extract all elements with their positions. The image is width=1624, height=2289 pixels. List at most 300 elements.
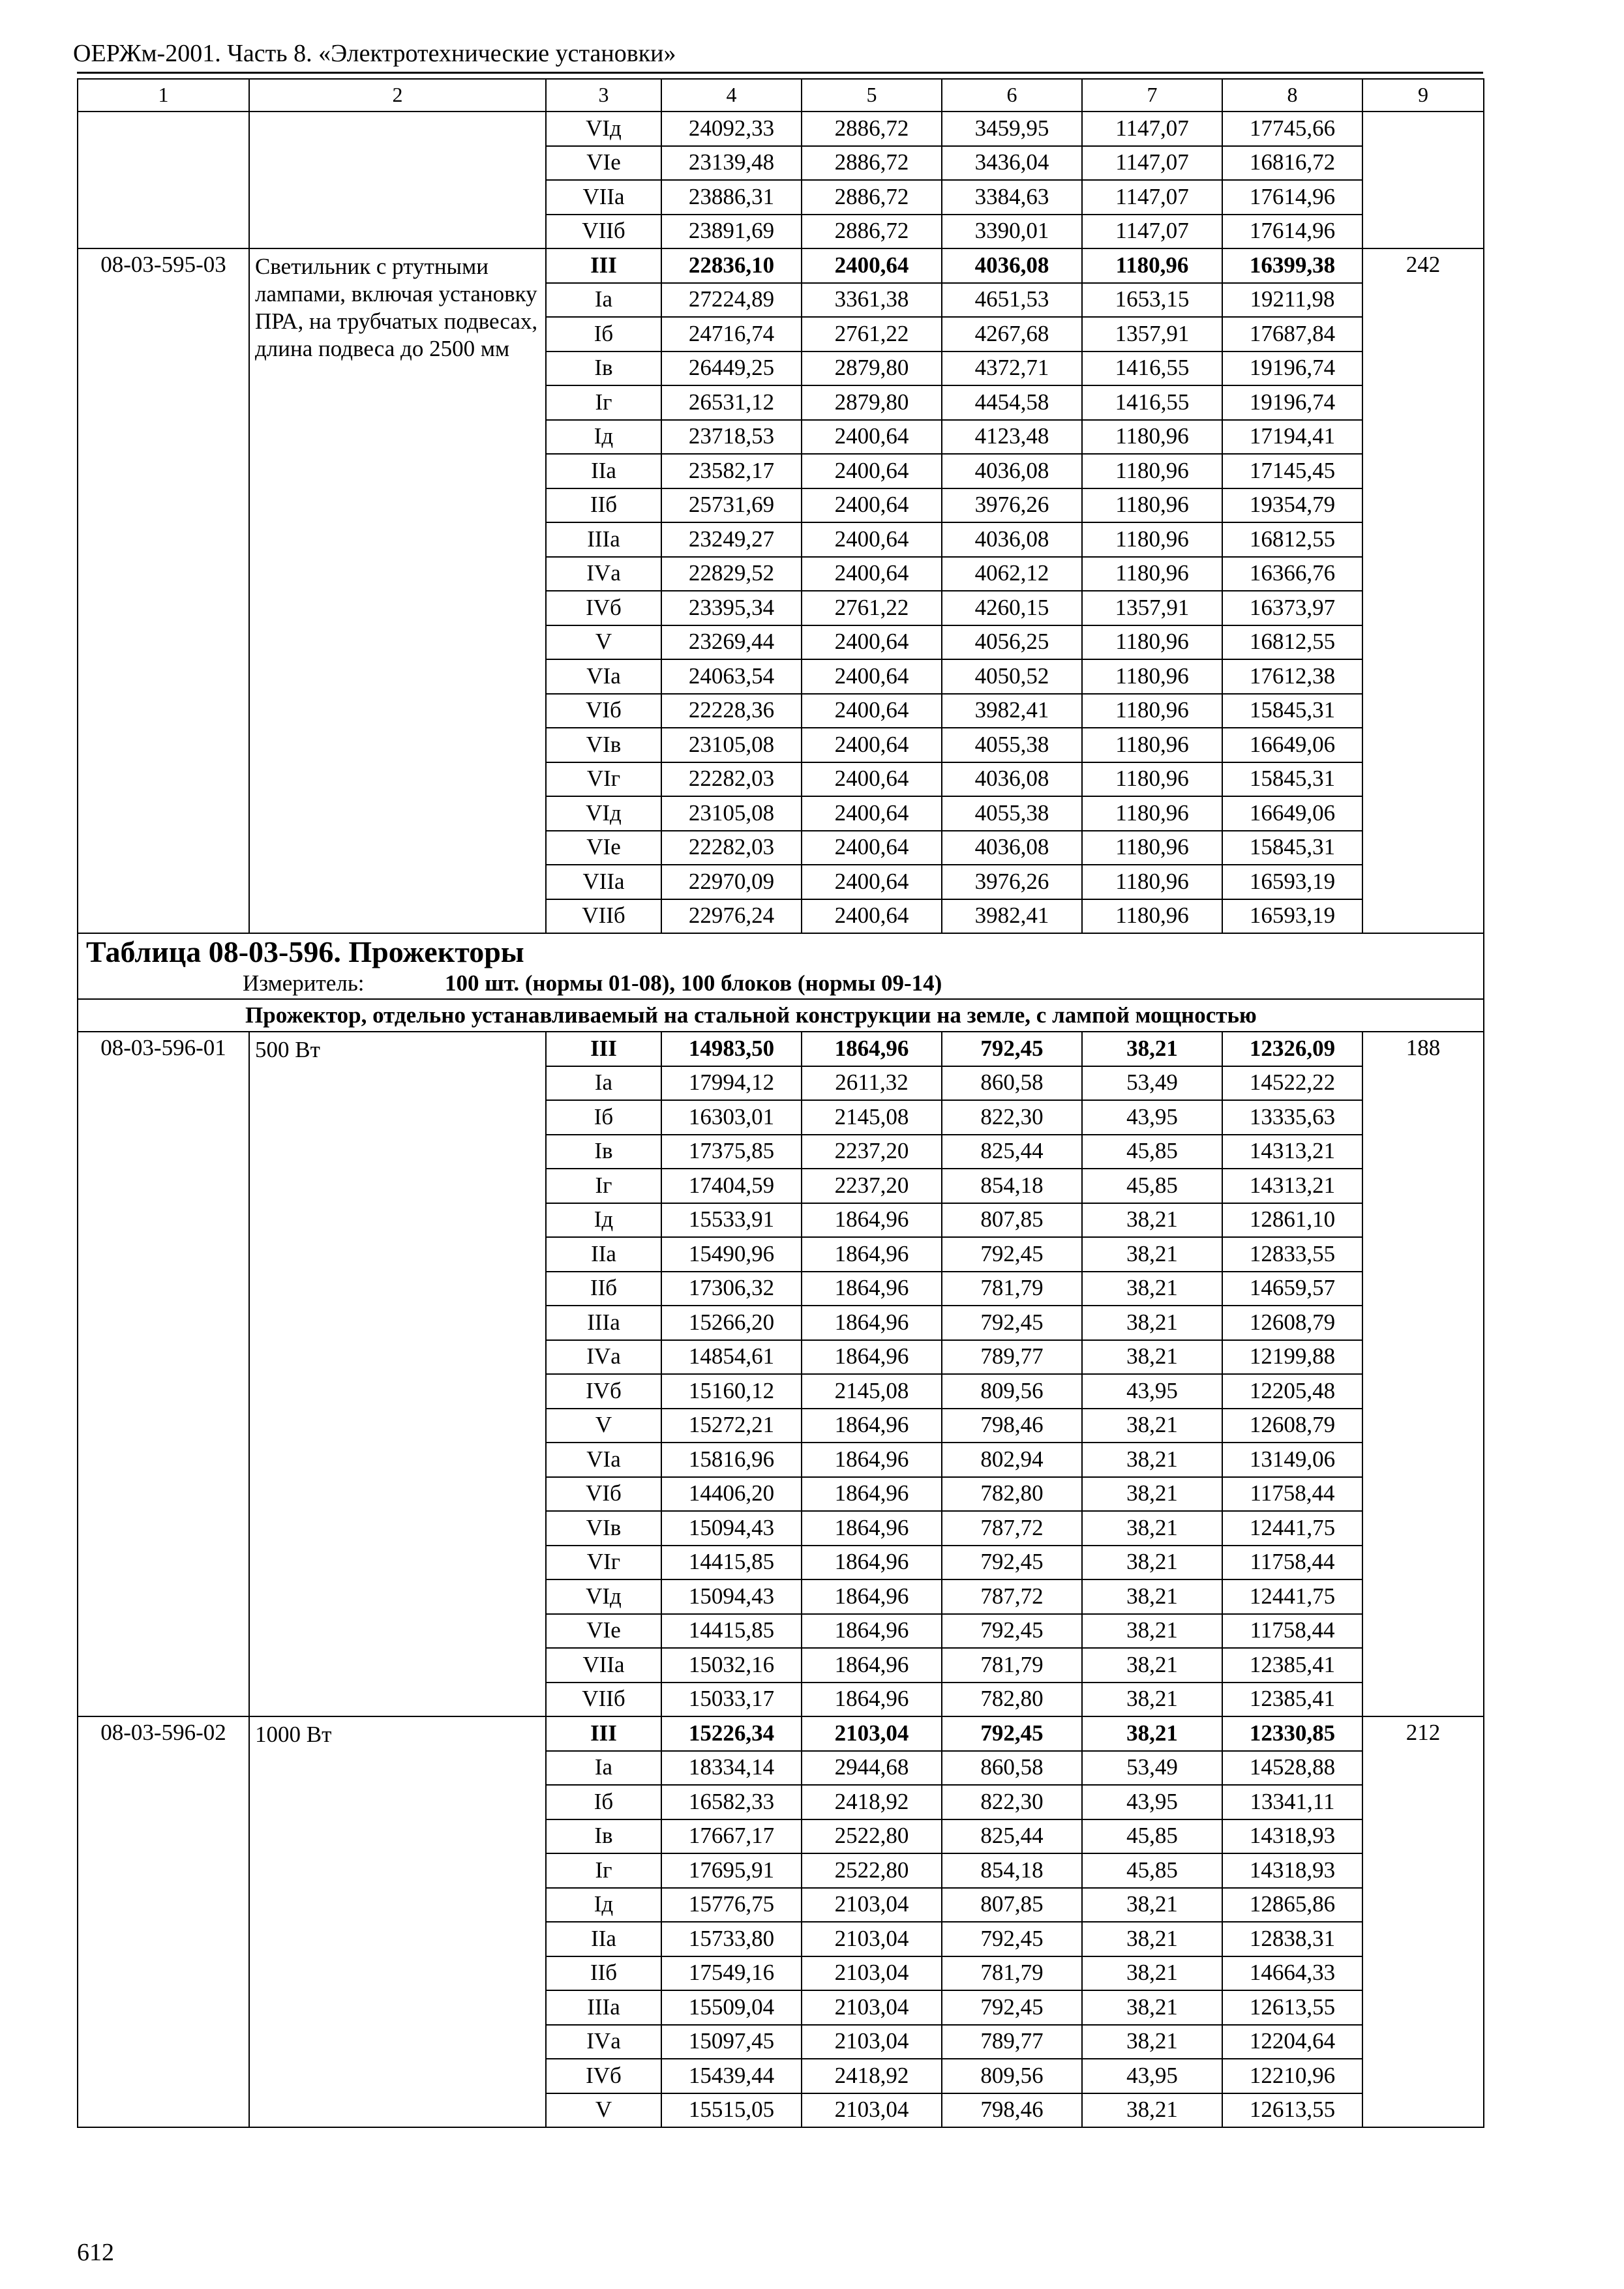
machines-cell: 781,79	[942, 1272, 1082, 1306]
direct-costs-cell: 15439,44	[661, 2059, 802, 2093]
direct-costs-cell: 14983,50	[661, 1032, 802, 1066]
name-cell	[249, 112, 546, 248]
zone-cell: IIб	[546, 1956, 661, 1991]
labor-cell: 188	[1362, 1032, 1484, 1716]
column-number: 7	[1082, 79, 1222, 112]
machinists-wages-cell: 43,95	[1082, 2059, 1222, 2093]
machines-cell: 782,80	[942, 1683, 1082, 1717]
materials-cell: 16649,06	[1222, 796, 1362, 831]
zone-cell: VIб	[546, 1477, 661, 1512]
machines-cell: 4372,71	[942, 352, 1082, 386]
machinists-wages-cell: 38,21	[1082, 1306, 1222, 1340]
direct-costs-cell: 23395,34	[661, 591, 802, 625]
machinists-wages-cell: 1180,96	[1082, 831, 1222, 865]
materials-cell: 17687,84	[1222, 317, 1362, 352]
materials-cell: 12441,75	[1222, 1511, 1362, 1546]
column-number: 9	[1362, 79, 1484, 112]
materials-cell: 12833,55	[1222, 1237, 1362, 1272]
direct-costs-cell: 22829,52	[661, 557, 802, 591]
machines-cell: 781,79	[942, 1648, 1082, 1683]
materials-cell: 19211,98	[1222, 283, 1362, 318]
direct-costs-cell: 27224,89	[661, 283, 802, 318]
materials-cell: 14522,22	[1222, 1066, 1362, 1101]
zone-cell: IVб	[546, 1374, 661, 1409]
wages-cell: 1864,96	[802, 1306, 942, 1340]
materials-cell: 12199,88	[1222, 1340, 1362, 1375]
materials-cell: 17614,96	[1222, 215, 1362, 249]
machines-cell: 792,45	[942, 1922, 1082, 1956]
materials-cell: 17745,66	[1222, 112, 1362, 146]
zone-cell: IIб	[546, 1272, 661, 1306]
zone-cell: Iв	[546, 352, 661, 386]
meter-value: 100 шт. (нормы 01-08), 100 блоков (нормы 09-14)	[445, 970, 942, 996]
wages-cell: 2522,80	[802, 1853, 942, 1888]
machinists-wages-cell: 38,21	[1082, 1990, 1222, 2025]
direct-costs-cell: 23139,48	[661, 146, 802, 181]
machinists-wages-cell: 38,21	[1082, 1648, 1222, 1683]
machines-cell: 860,58	[942, 1751, 1082, 1786]
materials-cell: 12330,85	[1222, 1716, 1362, 1751]
direct-costs-cell: 16582,33	[661, 1785, 802, 1819]
materials-cell: 14318,93	[1222, 1819, 1362, 1854]
machinists-wages-cell: 1357,91	[1082, 591, 1222, 625]
direct-costs-cell: 14406,20	[661, 1477, 802, 1512]
wages-cell: 2418,92	[802, 2059, 942, 2093]
zone-cell: VIа	[546, 1443, 661, 1477]
machines-cell: 4036,08	[942, 762, 1082, 797]
materials-cell: 17145,45	[1222, 454, 1362, 488]
zone-cell: III	[546, 1716, 661, 1751]
wages-cell: 1864,96	[802, 1579, 942, 1614]
zone-cell: V	[546, 625, 661, 660]
machinists-wages-cell: 38,21	[1082, 1956, 1222, 1991]
materials-cell: 16816,72	[1222, 146, 1362, 181]
machinists-wages-cell: 1180,96	[1082, 454, 1222, 488]
column-number: 2	[249, 79, 546, 112]
machinists-wages-cell: 1180,96	[1082, 899, 1222, 934]
wages-cell: 2522,80	[802, 1819, 942, 1854]
direct-costs-cell: 15160,12	[661, 1374, 802, 1409]
zone-cell: Iд	[546, 420, 661, 455]
machines-cell: 4036,08	[942, 831, 1082, 865]
column-number-row	[78, 79, 1484, 112]
machines-cell: 782,80	[942, 1477, 1082, 1512]
machines-cell: 4036,08	[942, 454, 1082, 488]
materials-cell: 16593,19	[1222, 899, 1362, 934]
wages-cell: 2103,04	[802, 1956, 942, 1991]
wages-cell: 1864,96	[802, 1272, 942, 1306]
direct-costs-cell: 17667,17	[661, 1819, 802, 1854]
machines-cell: 807,85	[942, 1203, 1082, 1238]
direct-costs-cell: 17549,16	[661, 1956, 802, 1991]
labor-cell: 242	[1362, 248, 1484, 933]
direct-costs-cell: 15816,96	[661, 1443, 802, 1477]
direct-costs-cell: 25731,69	[661, 488, 802, 523]
column-number: 8	[1222, 79, 1362, 112]
wages-cell: 2400,64	[802, 248, 942, 283]
page-number: 612	[77, 2239, 114, 2266]
zone-cell: VIв	[546, 1511, 661, 1546]
zone-cell: IIб	[546, 488, 661, 523]
wages-cell: 2400,64	[802, 796, 942, 831]
machinists-wages-cell: 1180,96	[1082, 762, 1222, 797]
zone-cell: IIIа	[546, 1306, 661, 1340]
table-title: Таблица 08-03-596. Прожекторы	[86, 935, 524, 968]
norm-name-cell: Светильник с ртутными лампами, включая установку ПРА, на трубчатых подвесах, длина подвеса до 2500 мм	[249, 248, 546, 933]
machinists-wages-cell: 45,85	[1082, 1853, 1222, 1888]
machinists-wages-cell: 1180,96	[1082, 865, 1222, 899]
table-caption	[78, 933, 1484, 999]
direct-costs-cell: 15533,91	[661, 1203, 802, 1238]
wages-cell: 2886,72	[802, 180, 942, 215]
zone-cell: VIг	[546, 1546, 661, 1580]
machinists-wages-cell: 38,21	[1082, 1443, 1222, 1477]
direct-costs-cell: 17306,32	[661, 1272, 802, 1306]
machines-cell: 809,56	[942, 1374, 1082, 1409]
machinists-wages-cell: 1180,96	[1082, 488, 1222, 523]
machines-cell: 860,58	[942, 1066, 1082, 1101]
machines-cell: 792,45	[942, 1716, 1082, 1751]
direct-costs-cell: 22282,03	[661, 762, 802, 797]
machinists-wages-cell: 1416,55	[1082, 385, 1222, 420]
machinists-wages-cell: 38,21	[1082, 1546, 1222, 1580]
machinists-wages-cell: 1180,96	[1082, 557, 1222, 591]
direct-costs-cell: 23891,69	[661, 215, 802, 249]
zone-cell: VIе	[546, 831, 661, 865]
machines-cell: 4056,25	[942, 625, 1082, 660]
machinists-wages-cell: 45,85	[1082, 1169, 1222, 1203]
direct-costs-cell: 23249,27	[661, 522, 802, 557]
machinists-wages-cell: 38,21	[1082, 1922, 1222, 1956]
machinists-wages-cell: 43,95	[1082, 1374, 1222, 1409]
table-subtitle: Прожектор, отдельно устанавливаемый на стальной конструкции на земле, с лампой мощностью	[78, 999, 1484, 1032]
zone-cell: IIа	[546, 1237, 661, 1272]
machines-cell: 789,77	[942, 2025, 1082, 2059]
machinists-wages-cell: 53,49	[1082, 1751, 1222, 1786]
machinists-wages-cell: 1180,96	[1082, 248, 1222, 283]
machinists-wages-cell: 1147,07	[1082, 112, 1222, 146]
materials-cell: 19196,74	[1222, 385, 1362, 420]
materials-cell: 16649,06	[1222, 728, 1362, 762]
zone-cell: Iб	[546, 317, 661, 352]
direct-costs-cell: 22836,10	[661, 248, 802, 283]
materials-cell: 12326,09	[1222, 1032, 1362, 1066]
zone-cell: VIд	[546, 112, 661, 146]
machinists-wages-cell: 1653,15	[1082, 283, 1222, 318]
materials-cell: 12608,79	[1222, 1409, 1362, 1443]
machinists-wages-cell: 45,85	[1082, 1135, 1222, 1169]
zone-cell: VIе	[546, 1614, 661, 1649]
zone-cell: Iд	[546, 1888, 661, 1922]
zone-cell: IVа	[546, 1340, 661, 1375]
machines-cell: 4123,48	[942, 420, 1082, 455]
machines-cell: 4260,15	[942, 591, 1082, 625]
wages-cell: 2400,64	[802, 454, 942, 488]
machines-cell: 787,72	[942, 1511, 1082, 1546]
materials-cell: 17612,38	[1222, 659, 1362, 694]
wages-cell: 2103,04	[802, 1990, 942, 2025]
machinists-wages-cell: 43,95	[1082, 1100, 1222, 1135]
zone-cell: VIIа	[546, 865, 661, 899]
wages-cell: 2103,04	[802, 1922, 942, 1956]
machines-cell: 807,85	[942, 1888, 1082, 1922]
materials-cell: 17194,41	[1222, 420, 1362, 455]
wages-cell: 2879,80	[802, 385, 942, 420]
direct-costs-cell: 23886,31	[661, 180, 802, 215]
machinists-wages-cell: 38,21	[1082, 1888, 1222, 1922]
direct-costs-cell: 14415,85	[661, 1546, 802, 1580]
machinists-wages-cell: 45,85	[1082, 1819, 1222, 1854]
direct-costs-cell: 15032,16	[661, 1648, 802, 1683]
materials-cell: 19354,79	[1222, 488, 1362, 523]
wages-cell: 2400,64	[802, 522, 942, 557]
wages-cell: 2400,64	[802, 694, 942, 728]
machinists-wages-cell: 1180,96	[1082, 796, 1222, 831]
zone-cell: VIв	[546, 728, 661, 762]
zone-cell: Iг	[546, 1853, 661, 1888]
machines-cell: 792,45	[942, 1237, 1082, 1272]
machinists-wages-cell: 1416,55	[1082, 352, 1222, 386]
materials-cell: 16812,55	[1222, 522, 1362, 557]
wages-cell: 1864,96	[802, 1614, 942, 1649]
direct-costs-cell: 17375,85	[661, 1135, 802, 1169]
direct-costs-cell: 22228,36	[661, 694, 802, 728]
direct-costs-cell: 23718,53	[661, 420, 802, 455]
zone-cell: IVб	[546, 591, 661, 625]
norm-name-cell: 1000 Вт	[249, 1716, 546, 2127]
machines-cell: 822,30	[942, 1785, 1082, 1819]
materials-cell: 16812,55	[1222, 625, 1362, 660]
direct-costs-cell: 15733,80	[661, 1922, 802, 1956]
subtitle-row	[78, 999, 1484, 1032]
wages-cell: 2400,64	[802, 899, 942, 934]
direct-costs-cell: 15094,43	[661, 1511, 802, 1546]
machines-cell: 4036,08	[942, 248, 1082, 283]
labor-cell: 212	[1362, 1716, 1484, 2127]
direct-costs-cell: 15272,21	[661, 1409, 802, 1443]
materials-cell: 13341,11	[1222, 1785, 1362, 1819]
zone-cell: Iа	[546, 283, 661, 318]
direct-costs-cell: 15509,04	[661, 1990, 802, 2025]
direct-costs-cell: 24063,54	[661, 659, 802, 694]
machinists-wages-cell: 38,21	[1082, 1477, 1222, 1512]
machines-cell: 3976,26	[942, 488, 1082, 523]
wages-cell: 2761,22	[802, 317, 942, 352]
machinists-wages-cell: 1147,07	[1082, 146, 1222, 181]
machines-cell: 854,18	[942, 1853, 1082, 1888]
wages-cell: 2400,64	[802, 762, 942, 797]
machines-cell: 4055,38	[942, 796, 1082, 831]
machinists-wages-cell: 38,21	[1082, 1203, 1222, 1238]
wages-cell: 3361,38	[802, 283, 942, 318]
zone-cell: VIIб	[546, 899, 661, 934]
wages-cell: 1864,96	[802, 1546, 942, 1580]
zone-cell: VIд	[546, 796, 661, 831]
zone-cell: III	[546, 1032, 661, 1066]
wages-cell: 2418,92	[802, 1785, 942, 1819]
materials-cell: 15845,31	[1222, 831, 1362, 865]
wages-cell: 1864,96	[802, 1340, 942, 1375]
wages-cell: 2761,22	[802, 591, 942, 625]
direct-costs-cell: 14854,61	[661, 1340, 802, 1375]
materials-cell: 11758,44	[1222, 1546, 1362, 1580]
materials-cell: 16399,38	[1222, 248, 1362, 283]
wages-cell: 2400,64	[802, 659, 942, 694]
materials-cell: 17614,96	[1222, 180, 1362, 215]
machines-cell: 798,46	[942, 1409, 1082, 1443]
column-number: 1	[78, 79, 249, 112]
zone-cell: Iг	[546, 1169, 661, 1203]
machinists-wages-cell: 38,21	[1082, 1272, 1222, 1306]
zone-cell: IIIа	[546, 522, 661, 557]
zone-cell: Iв	[546, 1135, 661, 1169]
wages-cell: 1864,96	[802, 1237, 942, 1272]
materials-cell: 15845,31	[1222, 762, 1362, 797]
wages-cell: 2400,64	[802, 420, 942, 455]
machinists-wages-cell: 38,21	[1082, 1579, 1222, 1614]
materials-cell: 14313,21	[1222, 1169, 1362, 1203]
machinists-wages-cell: 38,21	[1082, 1614, 1222, 1649]
code-cell	[78, 112, 249, 248]
direct-costs-cell: 15776,75	[661, 1888, 802, 1922]
machines-cell: 3982,41	[942, 899, 1082, 934]
zone-cell: VIIб	[546, 215, 661, 249]
materials-cell: 12861,10	[1222, 1203, 1362, 1238]
direct-costs-cell: 15490,96	[661, 1237, 802, 1272]
machinists-wages-cell: 38,21	[1082, 1409, 1222, 1443]
wages-cell: 1864,96	[802, 1443, 942, 1477]
wages-cell: 2400,64	[802, 865, 942, 899]
norm-code-cell: 08-03-596-02	[78, 1716, 249, 2127]
materials-cell: 14318,93	[1222, 1853, 1362, 1888]
machines-cell: 798,46	[942, 2093, 1082, 2128]
materials-cell: 13335,63	[1222, 1100, 1362, 1135]
direct-costs-cell: 15033,17	[661, 1683, 802, 1717]
wages-cell: 2400,64	[802, 557, 942, 591]
table-row	[78, 112, 1484, 146]
zone-cell: Iа	[546, 1751, 661, 1786]
machinists-wages-cell: 1180,96	[1082, 420, 1222, 455]
direct-costs-cell: 23582,17	[661, 454, 802, 488]
wages-cell: 2886,72	[802, 112, 942, 146]
zone-cell: Iг	[546, 385, 661, 420]
zone-cell: VIд	[546, 1579, 661, 1614]
wages-cell: 2886,72	[802, 146, 942, 181]
wages-cell: 1864,96	[802, 1511, 942, 1546]
zone-cell: Iв	[546, 1819, 661, 1854]
materials-cell: 12204,64	[1222, 2025, 1362, 2059]
materials-cell: 12865,86	[1222, 1888, 1362, 1922]
direct-costs-cell: 17404,59	[661, 1169, 802, 1203]
machines-cell: 4454,58	[942, 385, 1082, 420]
wages-cell: 1864,96	[802, 1648, 942, 1683]
table-caption-row	[78, 933, 1484, 999]
machinists-wages-cell: 38,21	[1082, 1032, 1222, 1066]
running-header: ОЕРЖм-2001. Часть 8. «Электротехнические установки»	[73, 40, 676, 67]
direct-costs-cell: 24716,74	[661, 317, 802, 352]
machines-cell: 3982,41	[942, 694, 1082, 728]
zone-cell: VIг	[546, 762, 661, 797]
wages-cell: 2237,20	[802, 1135, 942, 1169]
direct-costs-cell: 24092,33	[661, 112, 802, 146]
zone-cell: IIIа	[546, 1990, 661, 2025]
direct-costs-cell: 26531,12	[661, 385, 802, 420]
materials-cell: 12210,96	[1222, 2059, 1362, 2093]
direct-costs-cell: 22970,09	[661, 865, 802, 899]
column-number: 5	[802, 79, 942, 112]
materials-cell: 13149,06	[1222, 1443, 1362, 1477]
wages-cell: 2400,64	[802, 625, 942, 660]
materials-cell: 12613,55	[1222, 2093, 1362, 2128]
machinists-wages-cell: 38,21	[1082, 1683, 1222, 1717]
zone-cell: Iа	[546, 1066, 661, 1101]
materials-cell: 14528,88	[1222, 1751, 1362, 1786]
materials-cell: 15845,31	[1222, 694, 1362, 728]
machines-cell: 792,45	[942, 1306, 1082, 1340]
machinists-wages-cell: 38,21	[1082, 1237, 1222, 1272]
direct-costs-cell: 26449,25	[661, 352, 802, 386]
direct-costs-cell: 16303,01	[661, 1100, 802, 1135]
machinists-wages-cell: 1357,91	[1082, 317, 1222, 352]
wages-cell: 2103,04	[802, 1888, 942, 1922]
materials-cell: 12613,55	[1222, 1990, 1362, 2025]
wages-cell: 2400,64	[802, 728, 942, 762]
wages-cell: 2145,08	[802, 1374, 942, 1409]
wages-cell: 2879,80	[802, 352, 942, 386]
materials-cell: 14664,33	[1222, 1956, 1362, 1991]
wages-cell: 2400,64	[802, 488, 942, 523]
machinists-wages-cell: 1180,96	[1082, 728, 1222, 762]
wages-cell: 1864,96	[802, 1409, 942, 1443]
table-row	[78, 1716, 1484, 1751]
zone-cell: VIе	[546, 146, 661, 181]
materials-cell: 11758,44	[1222, 1614, 1362, 1649]
materials-cell: 12608,79	[1222, 1306, 1362, 1340]
machinists-wages-cell: 1147,07	[1082, 215, 1222, 249]
machines-cell: 3390,01	[942, 215, 1082, 249]
machines-cell: 802,94	[942, 1443, 1082, 1477]
zone-cell: V	[546, 1409, 661, 1443]
machines-cell: 4651,53	[942, 283, 1082, 318]
machinists-wages-cell: 1180,96	[1082, 522, 1222, 557]
meter-label: Измеритель:	[243, 970, 365, 996]
machines-cell: 4050,52	[942, 659, 1082, 694]
materials-cell: 12441,75	[1222, 1579, 1362, 1614]
machines-cell: 4267,68	[942, 317, 1082, 352]
norm-code-cell: 08-03-595-03	[78, 248, 249, 933]
direct-costs-cell: 22976,24	[661, 899, 802, 934]
machines-cell: 4062,12	[942, 557, 1082, 591]
materials-cell: 12385,41	[1222, 1648, 1362, 1683]
machinists-wages-cell: 38,21	[1082, 2025, 1222, 2059]
zone-cell: V	[546, 2093, 661, 2128]
materials-cell: 12385,41	[1222, 1683, 1362, 1717]
materials-cell: 14659,57	[1222, 1272, 1362, 1306]
column-number: 6	[942, 79, 1082, 112]
machines-cell: 3459,95	[942, 112, 1082, 146]
machinists-wages-cell: 1147,07	[1082, 180, 1222, 215]
machines-cell: 792,45	[942, 1032, 1082, 1066]
zone-cell: Iб	[546, 1785, 661, 1819]
wages-cell: 2103,04	[802, 2093, 942, 2128]
zone-cell: IVа	[546, 557, 661, 591]
machines-cell: 789,77	[942, 1340, 1082, 1375]
machines-cell: 3384,63	[942, 180, 1082, 215]
direct-costs-cell: 23105,08	[661, 796, 802, 831]
wages-cell: 2944,68	[802, 1751, 942, 1786]
zone-cell: VIIб	[546, 1683, 661, 1717]
table-row	[78, 1032, 1484, 1066]
